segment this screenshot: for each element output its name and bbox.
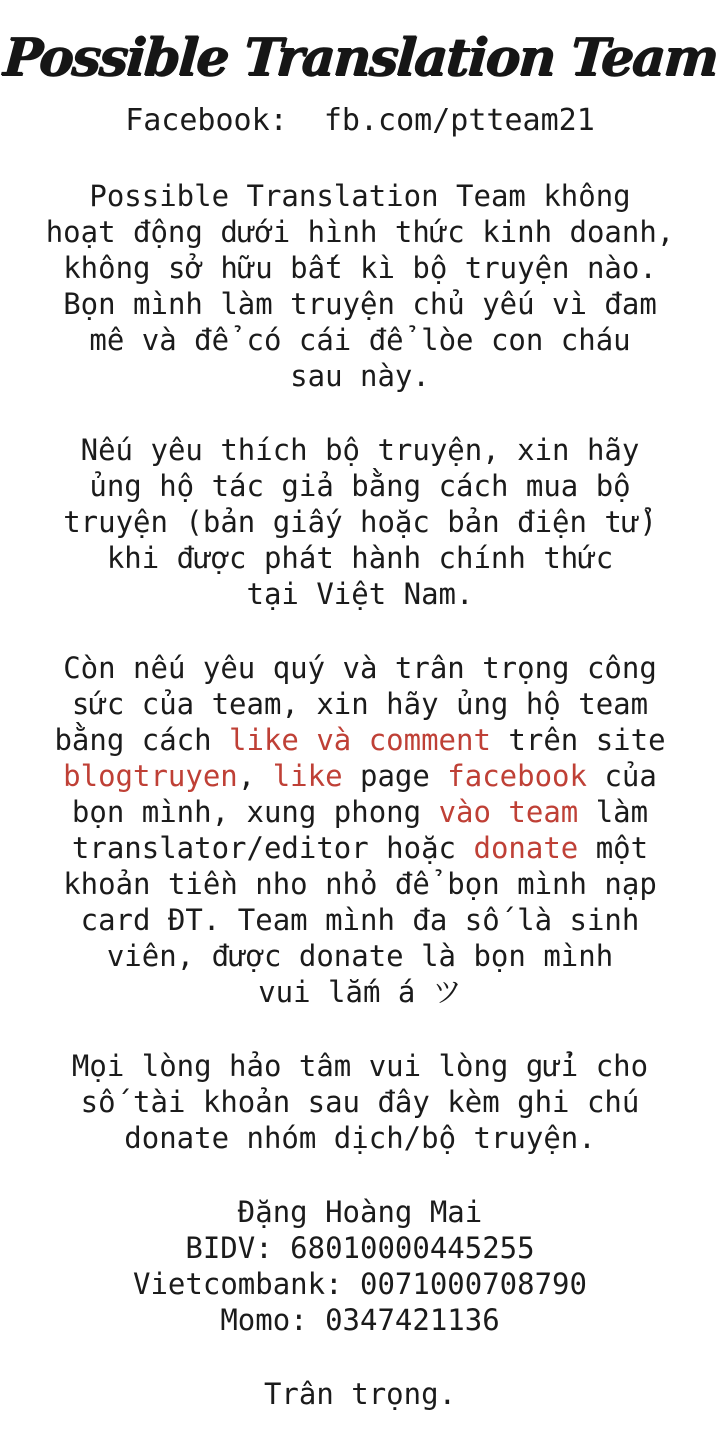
highlighted-text: donate	[473, 831, 579, 865]
paragraph-support-author	[0, 432, 720, 612]
text-segment: khi được phát hành chính thức	[106, 541, 614, 575]
text-line	[0, 1302, 720, 1338]
paragraphs-container	[0, 178, 720, 1412]
text-segment: truyện (bản giấy hoặc bản điện tử)	[63, 505, 657, 539]
text-segment: của	[586, 759, 657, 793]
text-segment: hoạt động dưới hình thức kinh doanh,	[45, 215, 675, 249]
text-segment: Momo: 0347421136	[220, 1303, 500, 1337]
text-line	[0, 1266, 720, 1302]
team-title: Possible Translation Team	[1, 27, 719, 88]
highlighted-text: like và comment	[229, 723, 491, 757]
text-line	[0, 974, 720, 1010]
text-line	[0, 504, 720, 540]
text-line	[0, 650, 720, 686]
text-line	[0, 1120, 720, 1156]
text-line	[0, 250, 720, 286]
text-segment: số tài khoản sau đây kèm ghi chú	[80, 1085, 640, 1119]
facebook-line: Facebook: fb.com/ptteam21	[125, 103, 595, 138]
text-segment: ủng hộ tác giả bằng cách mua bộ	[89, 469, 631, 503]
text-line	[0, 214, 720, 250]
text-segment: vui lắm á ツ	[258, 975, 462, 1009]
text-segment: page	[342, 759, 448, 793]
text-line	[0, 1376, 720, 1412]
highlighted-text: facebook	[447, 759, 587, 793]
text-segment: làm	[578, 795, 649, 829]
text-segment: sức của team, xin hãy ủng hộ team	[71, 687, 649, 721]
text-line	[0, 1230, 720, 1266]
text-segment: một	[578, 831, 649, 865]
text-segment: sau này.	[290, 359, 430, 393]
text-line	[0, 902, 720, 938]
text-segment: Nếu yêu thích bộ truyện, xin hãy	[80, 433, 640, 467]
text-segment: Trân trọng.	[263, 1377, 457, 1411]
text-line	[0, 540, 720, 576]
highlighted-text: like	[272, 759, 343, 793]
text-segment: tại Việt Nam.	[246, 577, 474, 611]
text-segment: không sở hữu bất kì bộ truyện nào.	[63, 251, 657, 285]
paragraph-support-team	[0, 650, 720, 1010]
text-line	[0, 1194, 720, 1230]
text-line	[0, 468, 720, 504]
text-segment: bằng cách	[54, 723, 230, 757]
text-line	[0, 178, 720, 214]
text-segment: trên site	[490, 723, 666, 757]
text-line	[0, 866, 720, 902]
text-line	[0, 1084, 720, 1120]
text-segment: donate nhóm dịch/bộ truyện.	[124, 1121, 596, 1155]
text-segment: card ĐT. Team mình đa số là sinh	[80, 903, 640, 937]
highlighted-text: blogtruyen	[63, 759, 238, 793]
text-segment: Vietcombank: 0071000708790	[133, 1267, 587, 1301]
text-line	[0, 432, 720, 468]
text-line	[0, 1048, 720, 1084]
text-segment: Bọn mình làm truyện chủ yếu vì đam	[63, 287, 657, 321]
text-line	[0, 322, 720, 358]
text-segment: viên, được donate là bọn mình	[106, 939, 614, 973]
text-line	[0, 830, 720, 866]
text-line	[0, 286, 720, 322]
text-segment: Đặng Hoàng Mai	[237, 1195, 483, 1229]
text-segment: bọn mình, xung phong	[71, 795, 439, 829]
text-line	[0, 758, 720, 794]
text-segment: translator/editor hoặc	[71, 831, 474, 865]
paragraph-bank-accounts	[0, 1194, 720, 1338]
text-segment: Còn nếu yêu quý và trân trọng công	[63, 651, 657, 685]
text-line	[0, 358, 720, 394]
paragraph-donation-note	[0, 1048, 720, 1156]
text-segment: Possible Translation Team không	[89, 179, 631, 213]
text-line	[0, 576, 720, 612]
highlighted-text: vào team	[438, 795, 579, 829]
text-line	[0, 722, 720, 758]
paragraph-closing	[0, 1376, 720, 1412]
text-segment: khoản tiền nho nhỏ để bọn mình nạp	[63, 867, 657, 901]
text-line	[0, 794, 720, 830]
text-segment: BIDV: 68010000445255	[185, 1231, 535, 1265]
paragraph-disclaimer	[0, 178, 720, 394]
text-line	[0, 686, 720, 722]
text-line	[0, 938, 720, 974]
text-segment: ,	[237, 759, 273, 793]
text-segment: mê và để có cái để lòe con cháu	[89, 323, 631, 357]
text-segment: Mọi lòng hảo tâm vui lòng gửi cho	[71, 1049, 649, 1083]
